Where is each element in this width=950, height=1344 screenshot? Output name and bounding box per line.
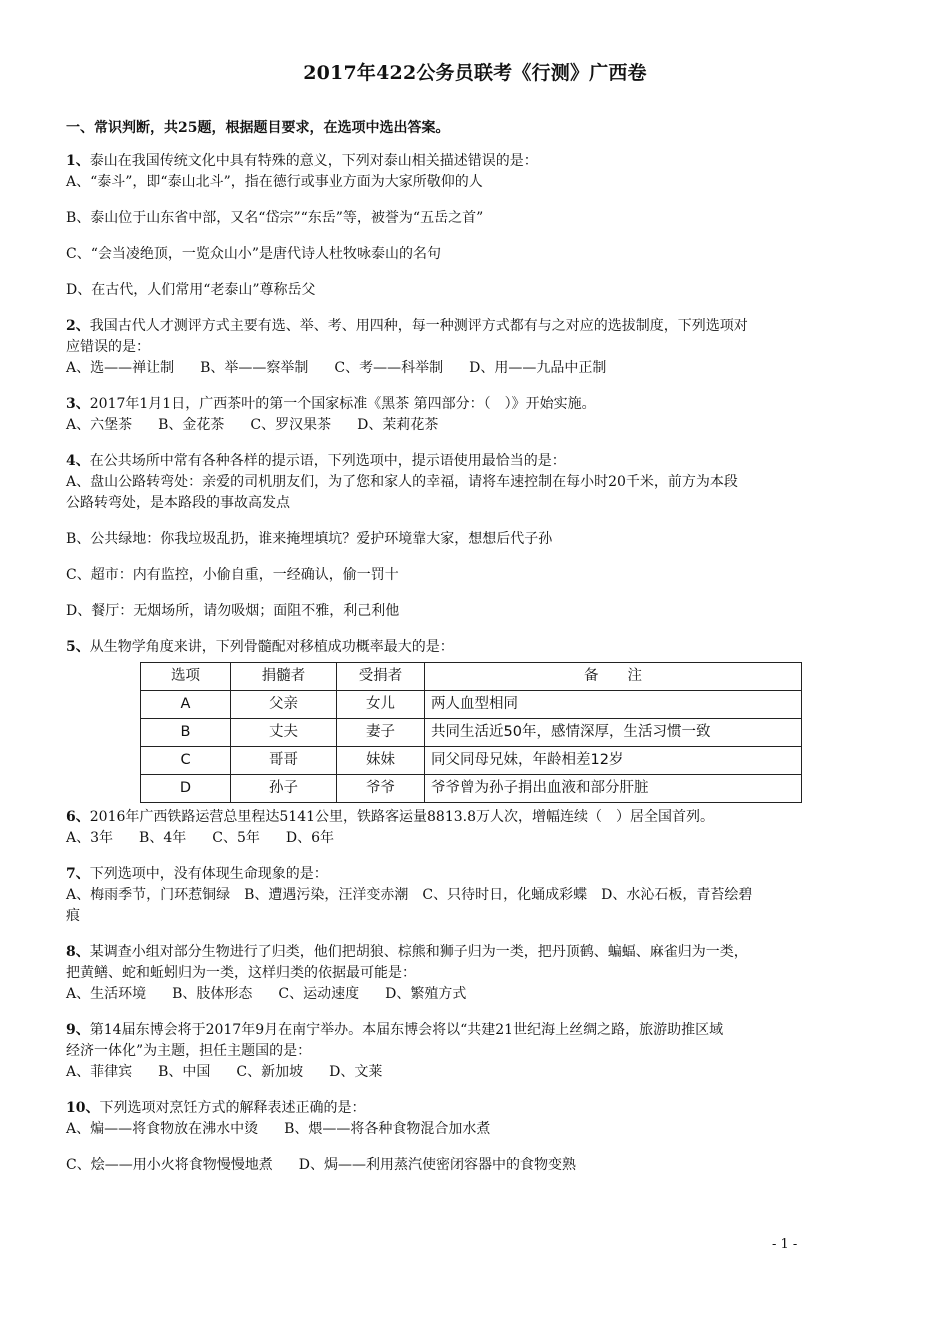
page-number: - 1 - bbox=[772, 1237, 798, 1252]
question-6 bbox=[66, 807, 896, 849]
option-d: D、繁殖方式 bbox=[385, 986, 467, 1002]
question-number: 2、 bbox=[66, 318, 90, 334]
question-list bbox=[66, 151, 896, 1191]
table-cell: D bbox=[141, 775, 231, 803]
question-number: 9、 bbox=[66, 1022, 90, 1038]
option-d: D、焗——利用蒸汽使密闭容器中的食物变熟 bbox=[298, 1157, 576, 1173]
option-c: C、烩——用小火将食物慢慢地煮 bbox=[66, 1157, 273, 1173]
question-stem: 从生物学角度来讲，下列骨髓配对移植成功概率最大的是： bbox=[89, 639, 454, 655]
option-b: B、公共绿地：你我垃圾乱扔，谁来掩埋填坑？爱护环境靠大家，想想后代子孙 bbox=[66, 531, 553, 547]
option-d: D、用——九品中正制 bbox=[469, 360, 607, 376]
section-heading: 一、常识判断，共25题，根据题目要求，在选项中选出答案。 bbox=[66, 120, 450, 136]
question-stem-cont: 把黄鳝、蛇和蚯蚓归为一类，这样归类的依据最可能是： bbox=[66, 965, 416, 981]
table-cell: A bbox=[141, 691, 231, 719]
option-a: A、生活环境 bbox=[66, 986, 147, 1002]
table-cell: 女儿 bbox=[337, 691, 425, 719]
question-number: 3、 bbox=[66, 396, 90, 412]
options-line-cont: 痕 bbox=[66, 908, 80, 924]
table-row bbox=[141, 775, 802, 803]
question-5 bbox=[66, 637, 896, 803]
table-header: 捐髓者 bbox=[231, 663, 337, 691]
question-number: 5、 bbox=[66, 639, 90, 655]
option-a: A、煸——将食物放在沸水中烫 bbox=[66, 1121, 259, 1137]
question-stem-cont: 经济一体化”为主题，担任主题国的是： bbox=[66, 1043, 312, 1059]
bone-marrow-table bbox=[140, 662, 802, 803]
question-stem: 某调查小组对部分生物进行了归类，他们把胡狼、棕熊和狮子归为一类，把丹顶鹤、蝙蝠、麻雀归为一类， bbox=[89, 944, 748, 960]
option-b: B、举——察举制 bbox=[200, 360, 309, 376]
question-number: 6、 bbox=[66, 809, 90, 825]
option-c: C、罗汉果茶 bbox=[250, 417, 332, 433]
table-header: 备 注 bbox=[425, 663, 802, 691]
table-cell: 妻子 bbox=[337, 719, 425, 747]
question-stem: 下列选项中，没有体现生命现象的是： bbox=[89, 866, 328, 882]
page-title: 2017年422公务员联考《行测》广西卷 bbox=[303, 62, 647, 84]
question-7 bbox=[66, 864, 896, 927]
question-9 bbox=[66, 1020, 896, 1083]
question-number: 7、 bbox=[66, 866, 90, 882]
option-b: B、金花茶 bbox=[158, 417, 225, 433]
question-number: 1、 bbox=[66, 153, 90, 169]
option-a: A、“泰斗”，即“泰山北斗”，指在德行或事业方面为大家所敬仰的人 bbox=[66, 174, 483, 190]
table-cell: 共同生活近50年，感情深厚，生活习惯一致 bbox=[425, 719, 802, 747]
table-cell: B bbox=[141, 719, 231, 747]
option-a-cont: 公路转弯处，是本路段的事故高发点 bbox=[66, 495, 290, 511]
option-c: C、5年 bbox=[212, 830, 260, 846]
option-c: C、新加坡 bbox=[236, 1064, 304, 1080]
table-row bbox=[141, 719, 802, 747]
question-stem: 下列选项对烹饪方式的解释表述正确的是： bbox=[99, 1100, 366, 1116]
option-a: A、盘山公路转弯处：亲爱的司机朋友们，为了您和家人的幸福，请将车速控制在每小时20千米，前方为本段 bbox=[66, 474, 738, 490]
question-stem: 泰山在我国传统文化中具有特殊的意义，下列对泰山相关描述错误的是： bbox=[89, 153, 538, 169]
question-10 bbox=[66, 1098, 896, 1176]
option-c: C、“会当凌绝顶，一览众山小”是唐代诗人杜牧咏泰山的名句 bbox=[66, 246, 442, 262]
table-row bbox=[141, 747, 802, 775]
table-row bbox=[141, 691, 802, 719]
option-c: C、运动速度 bbox=[278, 986, 360, 1002]
table-cell: 同父同母兄妹，年龄相差12岁 bbox=[425, 747, 802, 775]
option-d: D、在古代，人们常用“老泰山”尊称岳父 bbox=[66, 282, 316, 298]
table-cell: 妹妹 bbox=[337, 747, 425, 775]
option-a: A、菲律宾 bbox=[66, 1064, 133, 1080]
table-cell: 哥哥 bbox=[231, 747, 337, 775]
question-stem: 我国古代人才测评方式主要有选、举、考、用四种，每一种测评方式都有与之对应的选拔制度，下列选项对 bbox=[89, 318, 748, 334]
option-b: B、中国 bbox=[158, 1064, 211, 1080]
table-cell: 丈夫 bbox=[231, 719, 337, 747]
option-a: A、选——禅让制 bbox=[66, 360, 175, 376]
table-cell: 爷爷曾为孙子捐出血液和部分肝脏 bbox=[425, 775, 802, 803]
question-4 bbox=[66, 451, 896, 622]
option-d: D、文莱 bbox=[329, 1064, 383, 1080]
option-b: B、4年 bbox=[139, 830, 187, 846]
table-header: 选项 bbox=[141, 663, 231, 691]
option-d: D、6年 bbox=[285, 830, 334, 846]
question-1 bbox=[66, 151, 896, 301]
question-number: 4、 bbox=[66, 453, 90, 469]
table-cell: 孙子 bbox=[231, 775, 337, 803]
table-header: 受捐者 bbox=[337, 663, 425, 691]
question-8 bbox=[66, 942, 896, 1005]
question-stem: 2016年广西铁路运营总里程达5141公里，铁路客运量8813.8万人次，增幅连续（ ）居全国首列。 bbox=[89, 809, 714, 825]
option-d: D、茉莉花茶 bbox=[357, 417, 439, 433]
question-number: 10、 bbox=[66, 1100, 100, 1116]
question-3 bbox=[66, 394, 896, 436]
question-number: 8、 bbox=[66, 944, 90, 960]
options-line: A、梅雨季节，门环惹铜绿 B、遭遇污染，汪洋变赤潮 C、只待时日，化蛹成彩蝶 D、水沁石板，青苔绘碧 bbox=[66, 887, 753, 903]
question-stem: 在公共场所中常有各种各样的提示语，下列选项中，提示语使用最恰当的是： bbox=[89, 453, 566, 469]
table-header-row bbox=[141, 663, 802, 691]
question-stem: 第14届东博会将于2017年9月在南宁举办。本届东博会将以“共建21世纪海上丝绸之路，旅游助推区域 bbox=[89, 1022, 724, 1038]
option-b: B、肢体形态 bbox=[172, 986, 253, 1002]
table-cell: 两人血型相同 bbox=[425, 691, 802, 719]
option-d: D、餐厅：无烟场所，请勿吸烟；面阻不雅，利己利他 bbox=[66, 603, 400, 619]
option-c: C、考——科举制 bbox=[334, 360, 444, 376]
table-cell: 爷爷 bbox=[337, 775, 425, 803]
option-a: A、3年 bbox=[66, 830, 114, 846]
question-stem-cont: 应错误的是： bbox=[66, 339, 150, 355]
option-b: B、煨——将各种食物混合加水煮 bbox=[284, 1121, 491, 1137]
option-a: A、六堡茶 bbox=[66, 417, 133, 433]
question-stem: 2017年1月1日，广西茶叶的第一个国家标准《黑茶 第四部分：（ ）》开始实施。 bbox=[89, 396, 596, 412]
table-cell: C bbox=[141, 747, 231, 775]
question-2 bbox=[66, 316, 896, 379]
option-c: C、超市：内有监控，小偷自重，一经确认，偷一罚十 bbox=[66, 567, 399, 583]
table-cell: 父亲 bbox=[231, 691, 337, 719]
option-b: B、泰山位于山东省中部，又名“岱宗”“东岳”等，被誉为“五岳之首” bbox=[66, 210, 484, 226]
